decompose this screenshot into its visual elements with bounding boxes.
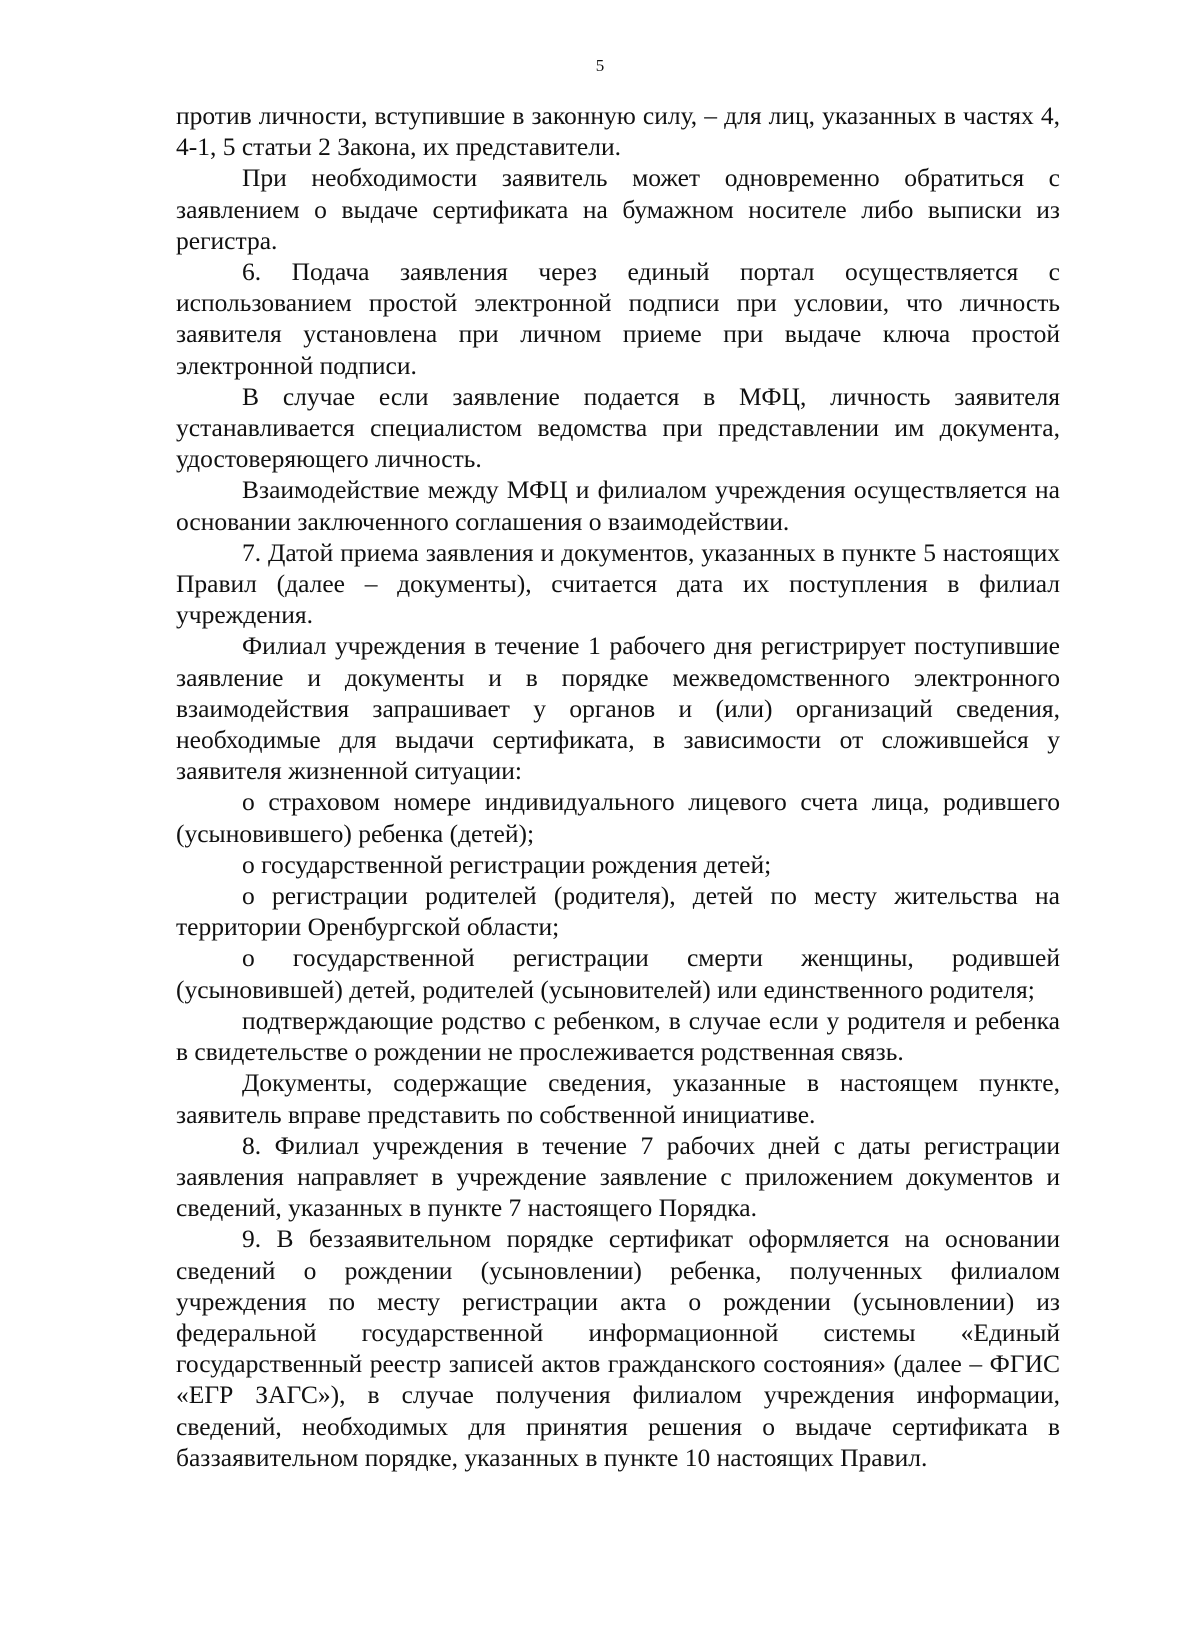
document-body	[176, 100, 1060, 1473]
page-number: 5	[595, 56, 605, 75]
paragraph-clause-6: 6. Подача заявления через единый портал осуществляется с использованием простой электронной подписи при условии, что личность заявителя установлена при личном приеме при выдаче ключа простой электронной подписи.	[176, 257, 1060, 380]
paragraph: Филиал учреждения в течение 1 рабочего дня регистрирует поступившие заявление и документы и в порядке межведомственного электронного взаимодействия запрашивает у органов и (или) организаций сведения, необходимые для выдачи сертификата, в зависимости от сложившейся у заявителя жизненной ситуации:	[176, 631, 1060, 786]
list-item: о государственной регистрации смерти женщины, родившей (усыновившей) детей, родителей (усыновителей) или единственного родителя;	[176, 943, 1060, 1004]
paragraph-clause-9: 9. В беззаявительном порядке сертификат оформляется на основании сведений о рождении (усыновлении) ребенка, полученных филиалом учреждения по месту регистрации акта о рождении (усыновлении) из федеральной государственной информационной системы «Единый государственный реестр записей актов гражданского состояния» (далее – ФГИС «ЕГР ЗАГС»), в случае получения филиалом учреждения информации, сведений, необходимых для принятия решения о выдаче сертификата в баззаявительном порядке, указанных в пункте 10 настоящих Правил.	[176, 1224, 1060, 1472]
paragraph: При необходимости заявитель может одновременно обратиться с заявлением о выдаче сертификата на бумажном носителе либо выписки из регистра.	[176, 163, 1060, 255]
paragraph: Документы, содержащие сведения, указанные в настоящем пункте, заявитель вправе представить по собственной инициативе.	[176, 1068, 1060, 1129]
list-item: о регистрации родителей (родителя), детей по месту жительства на территории Оренбургской области;	[176, 881, 1060, 942]
list-item: о государственной регистрации рождения детей;	[242, 849, 772, 879]
paragraph-clause-7: 7. Датой приема заявления и документов, указанных в пункте 5 настоящих Правил (далее – документы), считается дата их поступления в филиал учреждения.	[176, 537, 1060, 630]
paragraph-clause-8: 8. Филиал учреждения в течение 7 рабочих дней с даты регистрации заявления направляет в учреждение заявление с приложением документов и сведений, указанных в пункте 7 настоящего Порядка.	[176, 1130, 1060, 1223]
paragraph: Взаимодействие между МФЦ и филиалом учреждения осуществляется на основании заключенного соглашения о взаимодействии.	[176, 475, 1060, 536]
paragraph-continuation: против личности, вступившие в законную силу, – для лиц, указанных в частях 4, 4-1, 5 статьи 2 Закона, их представители.	[176, 101, 1060, 162]
list-item: подтверждающие родство с ребенком, в случае если у родителя и ребенка в свидетельстве о рождении не прослеживается родственная связь.	[176, 1005, 1060, 1067]
list-item: о страховом номере индивидуального лицевого счета лица, родившего (усыновившего) ребенка (детей);	[176, 787, 1060, 848]
paragraph: В случае если заявление подается в МФЦ, личность заявителя устанавливается специалистом ведомства при представлении им документа, удостоверяющего личность.	[176, 381, 1060, 474]
